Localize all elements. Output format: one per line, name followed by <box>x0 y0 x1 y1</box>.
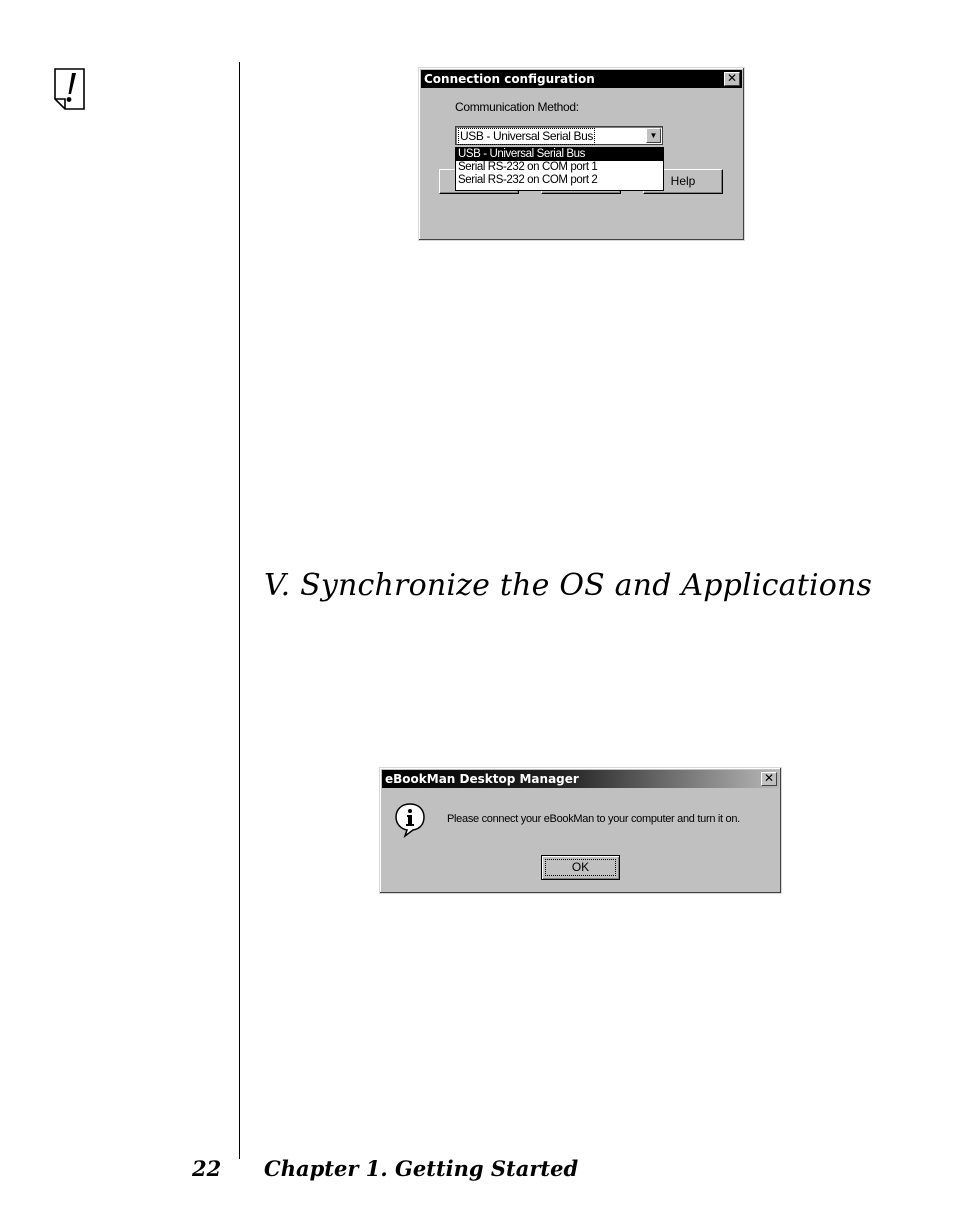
dialog-titlebar <box>382 770 779 788</box>
close-icon[interactable]: ✕ <box>761 772 777 786</box>
info-icon <box>394 802 426 838</box>
chevron-down-icon[interactable]: ▼ <box>646 128 661 143</box>
ebookman-desktop-manager-dialog <box>379 767 782 894</box>
section-heading: V. Synchronize the OS and Applications <box>264 568 873 603</box>
dialog-title: eBookMan Desktop Manager <box>385 772 579 786</box>
page-number: 22 <box>192 1156 222 1181</box>
communication-method-select[interactable] <box>455 126 663 145</box>
dialog-titlebar <box>421 70 742 88</box>
ok-button[interactable] <box>541 855 620 880</box>
selected-method: USB - Universal Serial Bus <box>460 129 593 143</box>
chapter-title: Chapter 1. Getting Started <box>264 1156 579 1181</box>
connection-message: Please connect your eBookMan to your computer and turn it on. <box>447 813 740 825</box>
method-dropdown-list <box>455 147 664 191</box>
note-exclamation-icon <box>53 67 86 111</box>
help-button[interactable]: Help <box>643 169 723 194</box>
connection-configuration-dialog <box>418 67 745 241</box>
close-icon[interactable]: ✕ <box>724 72 740 86</box>
dialog-title: Connection configuration <box>424 72 595 86</box>
ok-label: OK <box>571 860 590 874</box>
dropdown-option-com2[interactable]: Serial RS-232 on COM port 2 <box>458 174 598 186</box>
communication-method-label: Communication Method: <box>455 100 579 114</box>
dropdown-option-usb[interactable]: USB - Universal Serial Bus <box>456 148 663 161</box>
margin-rule <box>239 62 240 1159</box>
dropdown-option-com1[interactable]: Serial RS-232 on COM port 1 <box>458 161 598 173</box>
